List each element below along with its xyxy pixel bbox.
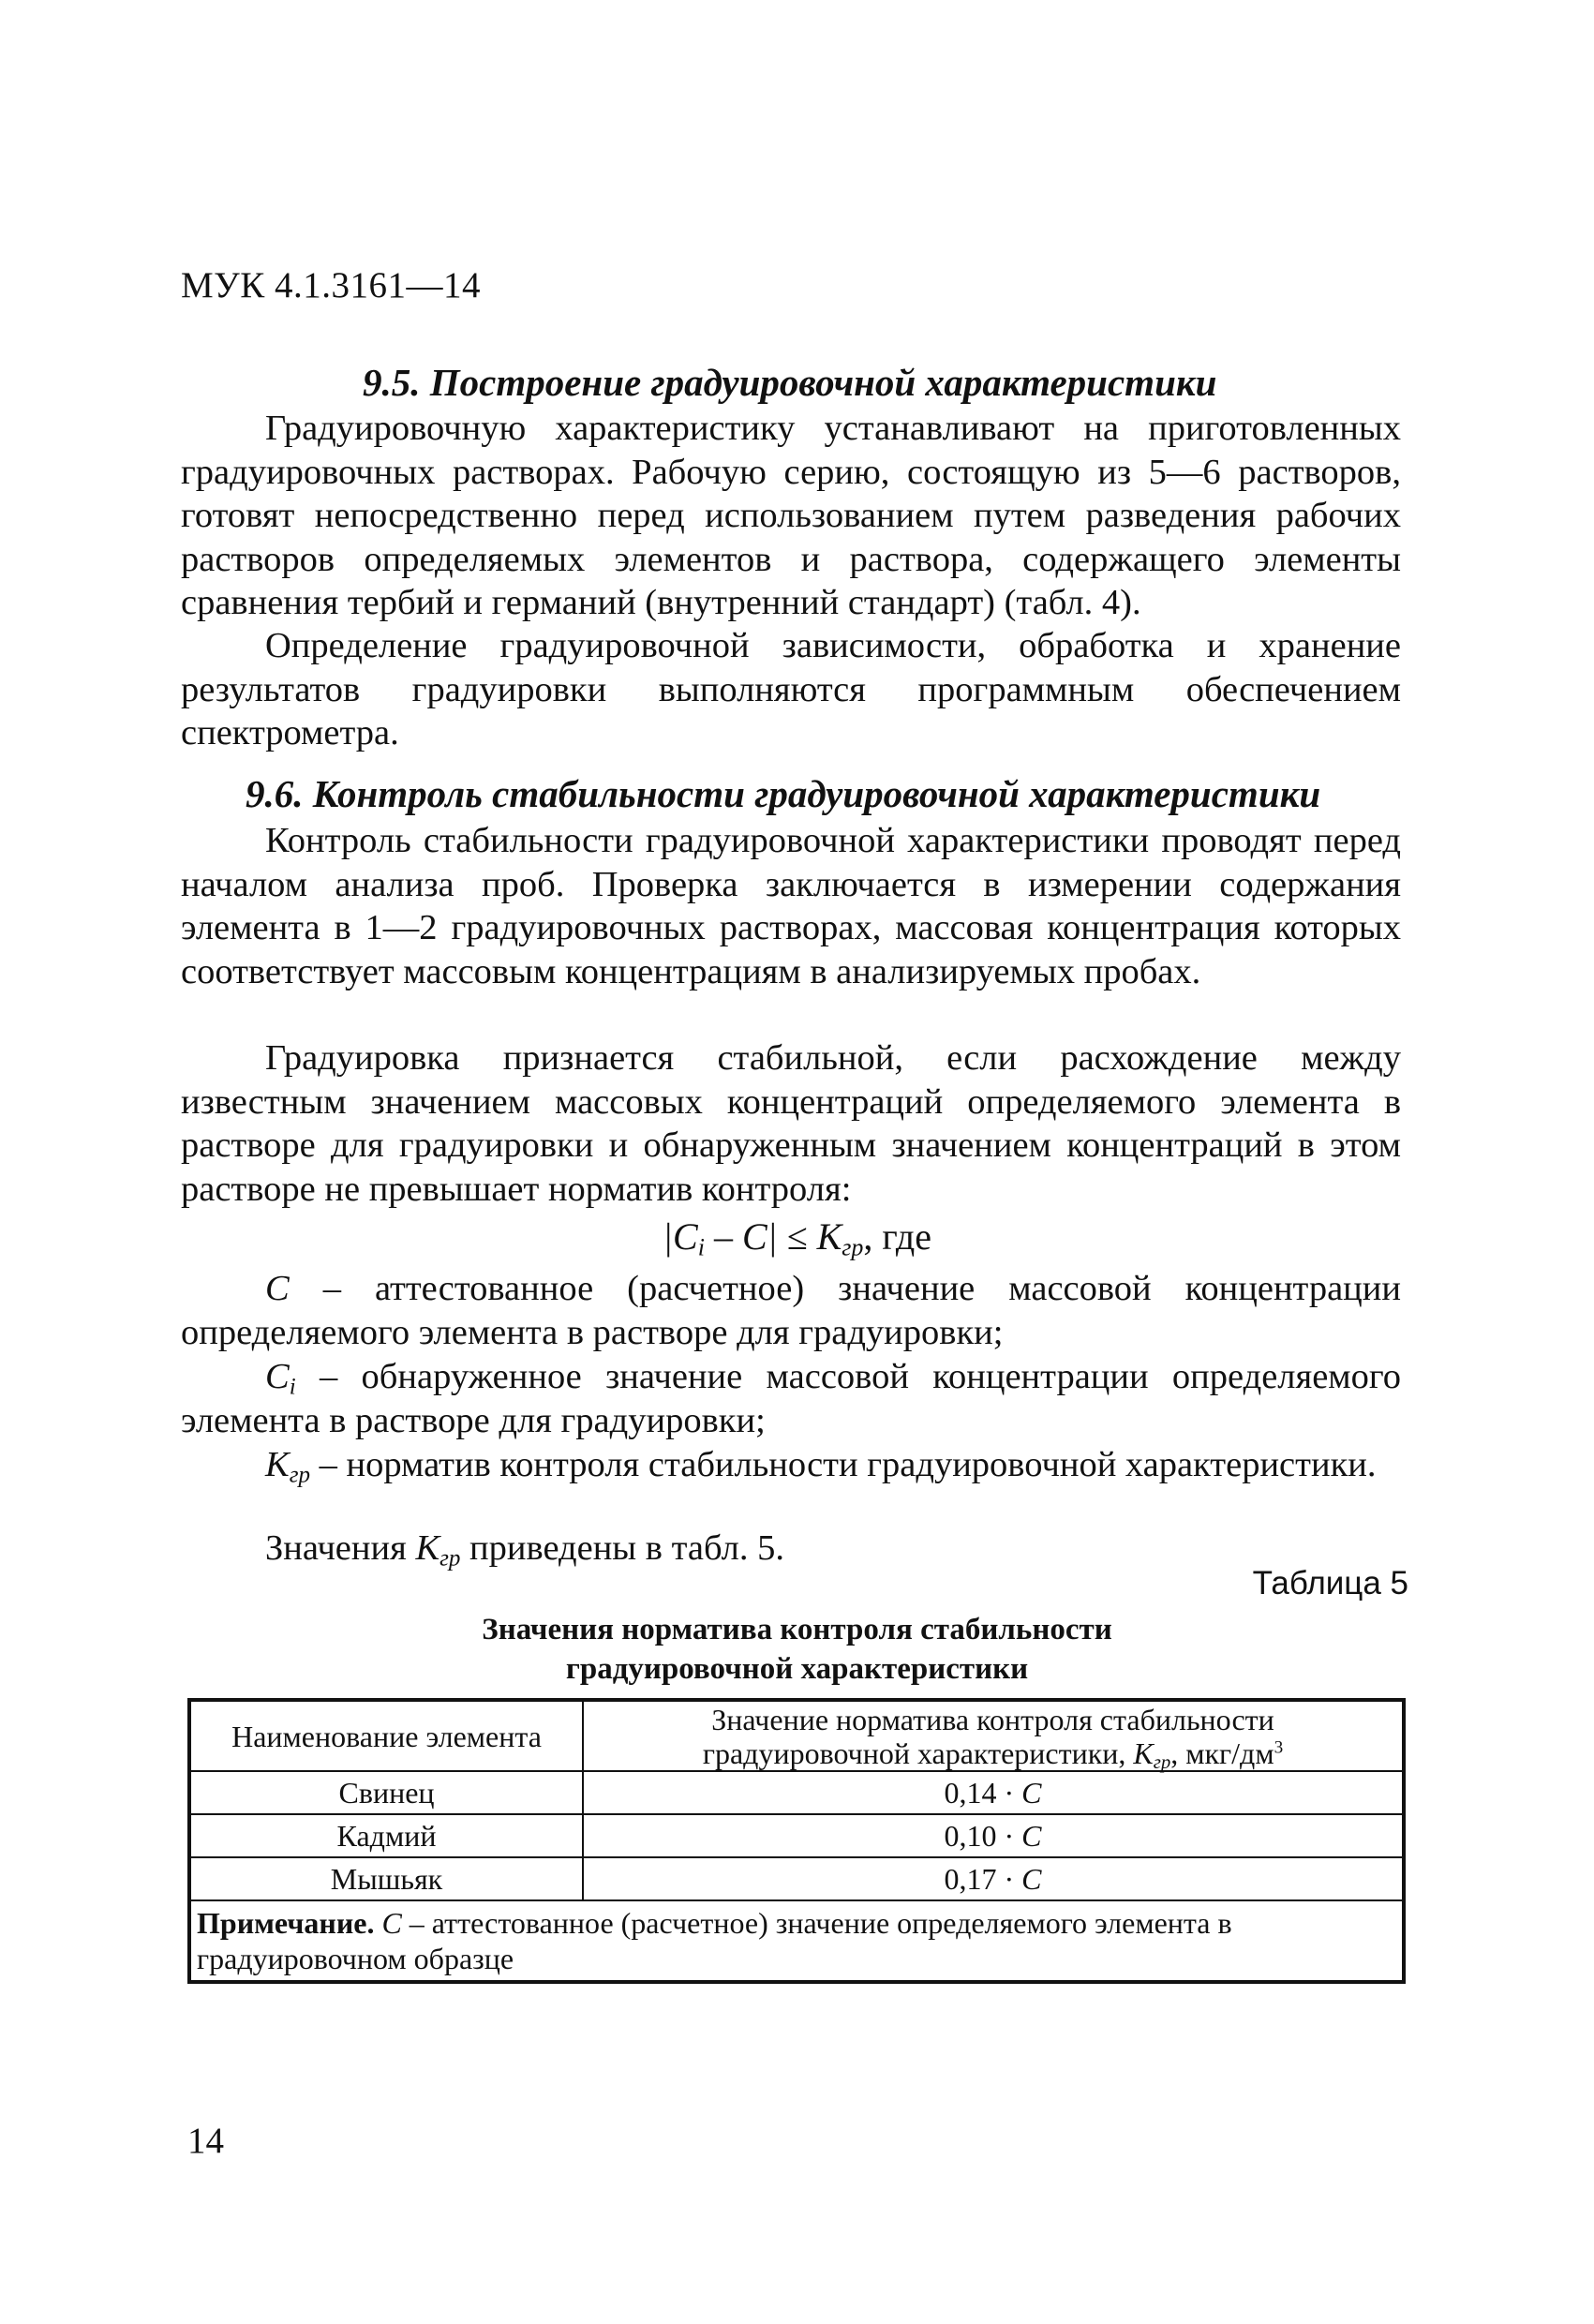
cell-element: Мышьяк — [189, 1857, 583, 1900]
ref-symbol: K — [415, 1528, 440, 1568]
note-symbol: C — [381, 1906, 402, 1940]
note-label: Примечание. — [197, 1906, 375, 1940]
definition-text: – норматив контроля стабильности градуировочной характеристики. — [309, 1445, 1377, 1484]
table-reference — [265, 1527, 784, 1572]
table-row — [189, 1771, 1404, 1814]
paragraph-text: Определение градуировочной зависимости, обработка и хранение результатов градуировки выполняются программным обеспечением спектрометра. — [181, 626, 1401, 752]
header-units: , мкг/дм — [1170, 1736, 1274, 1770]
ref-before: Значения — [265, 1528, 416, 1568]
definition-text: – аттестованное (расчетное) значение массовой концентрации определяемого элемента в растворе для градуировки; — [181, 1269, 1401, 1352]
paragraph-calibration-software — [181, 624, 1401, 755]
value-var: C — [1021, 1776, 1042, 1810]
symbol-k-sub: гр — [289, 1462, 310, 1488]
table-title-line1: Значения норматива контроля стабильности — [482, 1613, 1112, 1646]
cell-element: Кадмий — [189, 1814, 583, 1857]
symbol-k: K — [265, 1445, 290, 1484]
header-line2-text: градуировочной характеристики, — [702, 1736, 1134, 1770]
definition-k — [181, 1443, 1401, 1487]
table-row — [189, 1814, 1404, 1857]
paragraph-calibration-setup — [181, 407, 1401, 625]
cell-element: Свинец — [189, 1771, 583, 1814]
header-element-name: Наименование элемента — [189, 1700, 583, 1771]
cell-value — [583, 1771, 1404, 1814]
paragraph-text: Градуировочную характеристику устанавливают на приготовленных градуировочных растворах. Рабочую серию, состоящую из 5—6 растворов, готовят непосредственно перед использованием путем разведения рабочих растворов определяемых элементов и раствора, содержащего элементы сравнения тербий и германий (внутренний стандарт) (табл. 4). — [181, 409, 1401, 622]
section-title-9-6: 9.6. Контроль стабильности градуировочной характеристики — [246, 772, 1321, 815]
paragraph-stability-control — [181, 819, 1401, 993]
symbol-ci: C — [265, 1357, 290, 1396]
paragraph-text: Контроль стабильности градуировочной характеристики проводят перед началом анализа проб. Проверка заключается в измерении содержания элемента в 1—2 градуировочных растворах, массовая концентрация которых соответствует массовым концентрациям в анализируемых пробах. — [181, 821, 1401, 991]
formula-lhs: |C — [663, 1215, 698, 1258]
note-text: – аттестованное (расчетное) значение определяемого элемента в градуировочном образце — [197, 1906, 1232, 1975]
header-line2 — [589, 1736, 1396, 1773]
table-header-row — [189, 1700, 1404, 1771]
table-label: Таблица 5 — [1252, 1565, 1408, 1601]
header-units-sup: 3 — [1274, 1736, 1284, 1757]
table-title-line2: градуировочной характеристики — [565, 1652, 1029, 1686]
table-note — [189, 1900, 1404, 1982]
ref-after: приведены в табл. 5. — [460, 1528, 784, 1568]
page-number: 14 — [187, 2121, 224, 2161]
stability-norms-table — [187, 1698, 1406, 1984]
cell-value — [583, 1857, 1404, 1900]
header-line1: Значение норматива контроля стабильности — [711, 1702, 1274, 1736]
definition-text: – обнаруженное значение массовой концентрации определяемого элемента в растворе для градуировки; — [181, 1357, 1401, 1440]
header-norm-value — [583, 1700, 1404, 1771]
document-code: МУК 4.1.3161—14 — [181, 265, 482, 305]
table-title — [0, 1610, 1594, 1689]
table-row — [189, 1857, 1404, 1900]
header-symbol-sub: гр — [1153, 1750, 1171, 1773]
symbol-c: C — [265, 1269, 290, 1308]
definition-c — [181, 1267, 1401, 1354]
header-symbol: K — [1133, 1736, 1154, 1770]
formula-tail: , где — [863, 1215, 931, 1258]
cell-value — [583, 1814, 1404, 1857]
symbol-ci-sub: i — [289, 1374, 296, 1400]
section-title-9-5: 9.5. Построение градуировочной характеристики — [363, 361, 1217, 404]
value-number: 0,10 · — [944, 1819, 1022, 1853]
table-note-row — [189, 1900, 1404, 1982]
formula-sub-i: i — [697, 1233, 705, 1261]
ref-sub: гр — [439, 1545, 461, 1572]
value-var: C — [1021, 1819, 1042, 1853]
stability-formula — [0, 1214, 1594, 1259]
definition-ci — [181, 1355, 1401, 1442]
value-var: C — [1021, 1862, 1042, 1896]
formula-sub-gr: гр — [842, 1233, 864, 1261]
formula-mid: – C| ≤ K — [704, 1215, 842, 1258]
paragraph-text: Градуировка признается стабильной, если расхождение между известным значением массовых концентраций определяемого элемента в растворе для градуировки и обнаруженным значением концентраций в этом растворе не превышает норматив контроля: — [181, 1038, 1401, 1209]
value-number: 0,14 · — [944, 1776, 1022, 1810]
paragraph-stability-criterion — [181, 1036, 1401, 1211]
value-number: 0,17 · — [944, 1862, 1022, 1896]
